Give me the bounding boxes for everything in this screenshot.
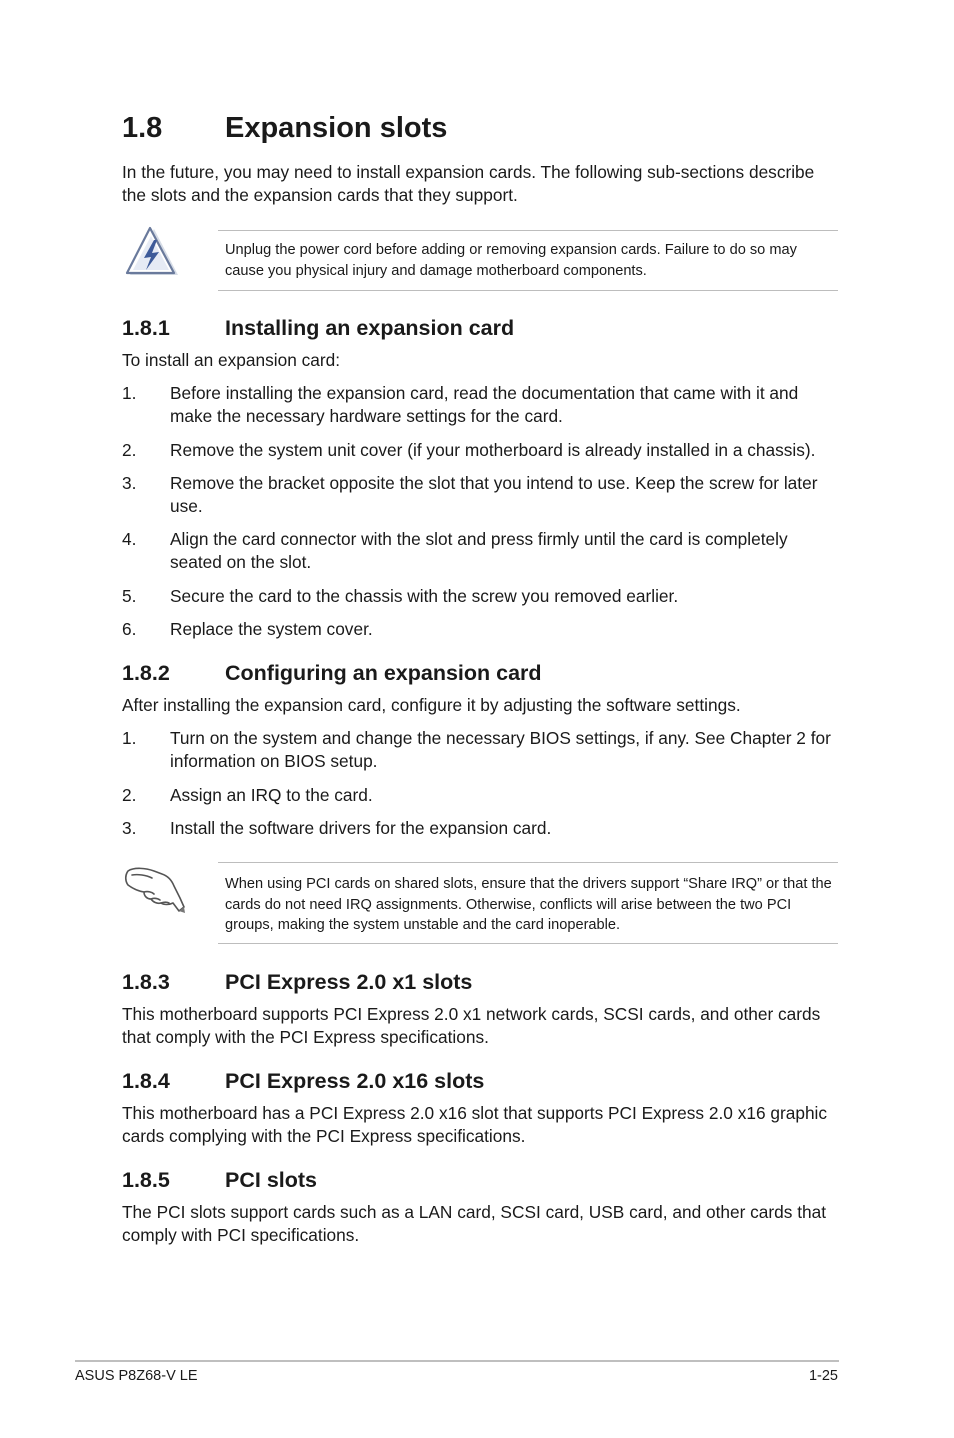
list-number: 3. (122, 818, 137, 838)
heading-1-8-4 (122, 1069, 484, 1094)
info-note-text: When using PCI cards on shared slots, ensure that the drivers support “Share IRQ” or that the cards do not need IRQ assignments. Otherwise, conflicts will arise between the two PCI groups, making the system unstable and the card inoperable. (225, 876, 832, 933)
list-text: Secure the card to the chassis with the screw you removed earlier. (170, 586, 679, 606)
heading-1-8-5 (122, 1168, 317, 1193)
heading-title: Configuring an expansion card (225, 661, 542, 685)
list-number: 4. (122, 529, 137, 549)
list-text: Remove the bracket opposite the slot that you intend to use. Keep the screw for later use. (170, 473, 818, 516)
pointing-hand-icon (124, 861, 186, 920)
list-item (122, 472, 838, 518)
heading-1-8-2 (122, 661, 542, 686)
lead-text: After installing the expansion card, configure it by adjusting the software settings. (122, 695, 741, 715)
heading-title: PCI Express 2.0 x1 slots (225, 970, 473, 994)
warning-note (218, 230, 838, 291)
list-item (122, 585, 838, 608)
lead-text: To install an expansion card: (122, 350, 341, 370)
heading-number: 1.8.3 (122, 970, 170, 994)
footer-product: ASUS P8Z68-V LE (75, 1368, 198, 1384)
list-number: 5. (122, 586, 137, 606)
list-text: Align the card connector with the slot and press firmly until the card is completely seated on the slot. (170, 529, 788, 572)
list-number: 3. (122, 473, 137, 493)
section-number: 1.8 (122, 112, 163, 144)
list-text: Before installing the expansion card, read the documentation that came with it and make the necessary hardware settings for the card. (170, 383, 799, 426)
section-paragraph: This motherboard supports PCI Express 2.0 x1 network cards, SCSI cards, and other cards that comply with the PCI Express specifications. (122, 1004, 821, 1047)
lightning-warning-icon (124, 226, 180, 283)
list-text: Turn on the system and change the necessary BIOS settings, if any. See Chapter 2 for information on BIOS setup. (170, 728, 831, 771)
list-item (122, 727, 838, 773)
list-number: 2. (122, 440, 137, 460)
heading-number: 1.8.1 (122, 316, 170, 340)
info-note (218, 862, 838, 944)
section-paragraph: The PCI slots support cards such as a LAN card, SCSI card, USB card, and other cards that comply with PCI specifications. (122, 1202, 827, 1245)
heading-title: PCI Express 2.0 x16 slots (225, 1069, 485, 1093)
list-item (122, 817, 838, 840)
heading-1-8-3 (122, 970, 472, 995)
heading-1-8-1 (122, 316, 514, 341)
list-item (122, 784, 838, 807)
list-number: 2. (122, 785, 137, 805)
list-text: Assign an IRQ to the card. (170, 785, 373, 805)
footer-divider (75, 1360, 839, 1362)
list-number: 6. (122, 619, 137, 639)
list-text: Install the software drivers for the expansion card. (170, 818, 552, 838)
warning-note-text: Unplug the power cord before adding or removing expansion cards. Failure to do so may cause you physical injury and damage motherboard components. (225, 242, 797, 279)
list-item (122, 618, 838, 641)
section-heading (122, 112, 447, 145)
list-item (122, 382, 838, 428)
section-title: Expansion slots (225, 112, 448, 144)
footer-page-number: 1-25 (808, 1368, 838, 1384)
heading-number: 1.8.4 (122, 1069, 170, 1093)
list-item (122, 528, 838, 574)
list-number: 1. (122, 728, 137, 748)
intro-paragraph: In the future, you may need to install expansion cards. The following sub-sections describe the slots and the expansion cards that they support. (122, 162, 815, 205)
section-paragraph: This motherboard has a PCI Express 2.0 x16 slot that supports PCI Express 2.0 x16 graphic cards complying with the PCI Express specifications. (122, 1103, 828, 1146)
heading-number: 1.8.5 (122, 1168, 170, 1192)
heading-title: Installing an expansion card (225, 316, 515, 340)
list-text: Remove the system unit cover (if your motherboard is already installed in a chassis). (170, 440, 816, 460)
heading-number: 1.8.2 (122, 661, 170, 685)
list-item (122, 439, 838, 462)
heading-title: PCI slots (225, 1168, 317, 1192)
list-text: Replace the system cover. (170, 619, 373, 639)
list-number: 1. (122, 383, 137, 403)
